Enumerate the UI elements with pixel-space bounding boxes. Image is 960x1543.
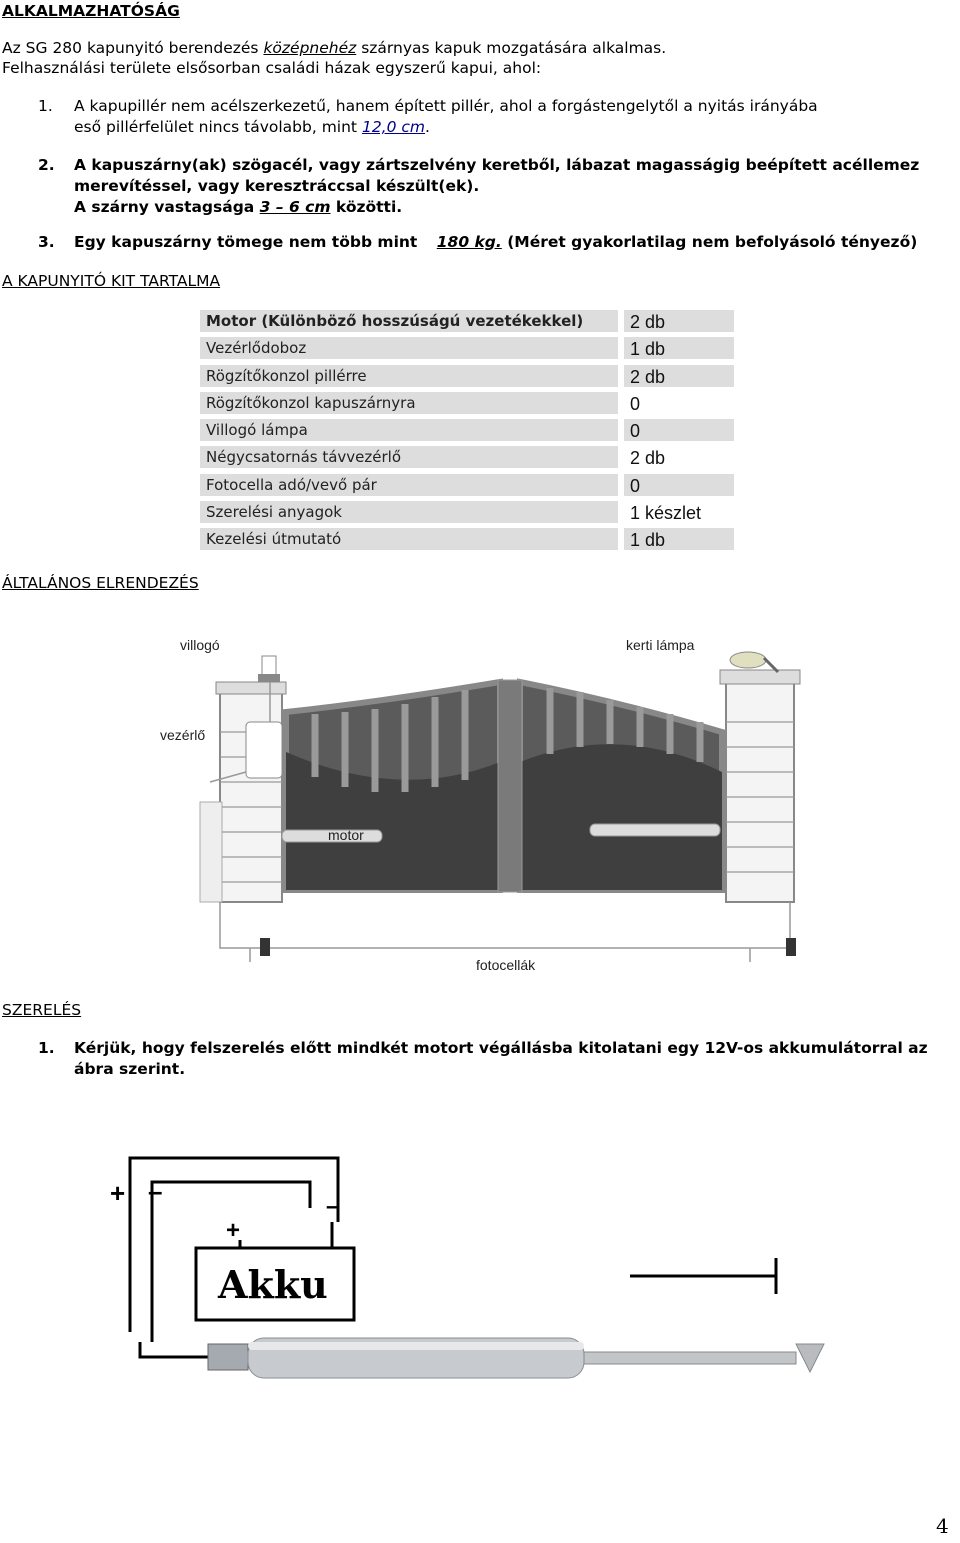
install-step-line-2: ábra szerint. — [74, 1060, 186, 1078]
condition-2 — [38, 155, 938, 219]
kit-item-name: Négycsatornás távvezérlő — [200, 446, 618, 468]
intro-text-2: szárnyas kapuk mozgatására alkalmas. — [356, 39, 667, 57]
photocells — [260, 938, 796, 956]
condition-3 — [38, 232, 938, 254]
kit-row — [200, 335, 736, 362]
kit-item-qty: 1 készlet — [630, 503, 702, 524]
kit-row — [200, 444, 736, 471]
install-step-line-1: Kérjük, hogy felszerelés előtt mindkét motort végállásba kitolatani egy 12V-os akkumulátorral az — [74, 1039, 928, 1057]
controller-box — [246, 722, 282, 778]
kit-item-qty: 0 — [630, 393, 641, 414]
intro-paragraph — [2, 38, 942, 78]
kit-row — [200, 308, 736, 335]
intro-text-1: Az SG 280 kapunyitó berendezés — [2, 39, 264, 57]
left-pillar — [216, 682, 286, 902]
gate-leaves — [286, 680, 722, 892]
kit-item-name: Rögzítőkonzol kapuszárnyra — [200, 392, 618, 414]
outer-minus-sign: – — [148, 1176, 163, 1206]
kit-item-qty: 0 — [624, 419, 734, 441]
battery-minus-sign: – — [326, 1193, 340, 1220]
kit-item-name: Rögzítőkonzol pillérre — [200, 365, 618, 387]
kit-item-name: Fotocella adó/vevő pár — [200, 474, 618, 496]
battery-diagram — [100, 1152, 840, 1444]
condition-1-end: . — [425, 118, 430, 136]
garden-lamp — [730, 652, 778, 672]
condition-2-line-3: A szárny vastagsága — [74, 198, 260, 216]
kit-item-qty: 0 — [624, 474, 734, 496]
condition-2-end: közötti. — [330, 198, 403, 216]
stroke-marker — [630, 1258, 776, 1294]
condition-2-line-1: A kapuszárny(ak) szögacél, vagy zártszelvény keretből, lábazat magasságig beépített acéllemez — [74, 156, 920, 174]
kit-item-qty: 2 db — [624, 365, 734, 387]
motor-label: motor — [328, 827, 364, 843]
applicability-heading: ALKALMAZHATÓSÁG — [2, 2, 180, 20]
gate-layout-diagram — [150, 622, 830, 990]
install-step-1 — [38, 1038, 938, 1082]
garden-lamp-label: kerti lámpa — [626, 637, 695, 653]
flasher-lamp — [258, 656, 280, 682]
kit-item-qty: 1 db — [624, 337, 734, 359]
outer-plus-sign: + — [110, 1178, 126, 1208]
condition-3-line: Egy kapuszárny tömege nem több mint — [74, 233, 423, 251]
condition-1-line-2: eső pillérfelület nincs távolabb, mint — [74, 118, 362, 136]
condition-2-emphasis: 3 – 6 cm — [259, 198, 331, 216]
kit-heading: A KAPUNYITÓ KIT TARTALMA — [2, 272, 221, 290]
layout-heading: ÁLTALÁNOS ELRENDEZÉS — [2, 574, 199, 592]
condition-3-number: 3. — [38, 233, 55, 251]
condition-1 — [38, 96, 938, 140]
intro-emphasis: középnehéz — [263, 39, 357, 57]
condition-2-number: 2. — [38, 156, 55, 174]
right-pillar — [720, 670, 800, 902]
battery-plus-sign: + — [226, 1217, 241, 1244]
left-wall — [200, 802, 222, 902]
kit-item-name: Motor (Különböző hosszúságú vezetékekkel) — [200, 310, 618, 332]
kit-item-name: Villogó lámpa — [200, 419, 618, 441]
photocells-label: fotocellák — [476, 957, 536, 973]
condition-1-emphasis: 12,0 cm — [361, 118, 426, 136]
install-step-number: 1. — [38, 1039, 55, 1057]
kit-row — [200, 390, 736, 417]
kit-item-name: Vezérlődoboz — [200, 337, 618, 359]
kit-item-qty: 1 db — [624, 528, 734, 550]
condition-3-end: (Méret gyakorlatilag nem befolyásoló tényező) — [501, 233, 918, 251]
condition-3-emphasis: 180 kg. — [436, 233, 502, 251]
kit-row — [200, 417, 736, 444]
condition-1-line-1: A kapupillér nem acélszerkezetű, hanem épített pillér, ahol a forgástengelytől a nyitás irányába — [74, 97, 818, 115]
controller-label: vezérlő — [160, 727, 206, 743]
kit-row — [200, 472, 736, 499]
intro-text-3: Felhasználási területe elsősorban családi házak egyszerű kapui, ahol: — [2, 59, 542, 77]
battery-label: Akku — [218, 1262, 328, 1307]
kit-row — [200, 499, 736, 526]
kit-item-name: Kezelési útmutató — [200, 528, 618, 550]
kit-item-name: Szerelési anyagok — [200, 501, 618, 523]
kit-item-qty: 2 db — [624, 310, 734, 332]
flasher-label: villogó — [180, 637, 220, 653]
condition-2-line-2: merevítéssel, vagy keresztráccsal készült(ek). — [74, 177, 480, 195]
condition-1-number: 1. — [38, 97, 53, 115]
page-number: 4 — [936, 1514, 949, 1538]
kit-row — [200, 363, 736, 390]
kit-table — [200, 308, 736, 554]
kit-item-qty: 2 db — [630, 448, 666, 469]
install-heading: SZERELÉS — [2, 1001, 82, 1019]
kit-row — [200, 526, 736, 553]
linear-actuator — [208, 1338, 824, 1378]
